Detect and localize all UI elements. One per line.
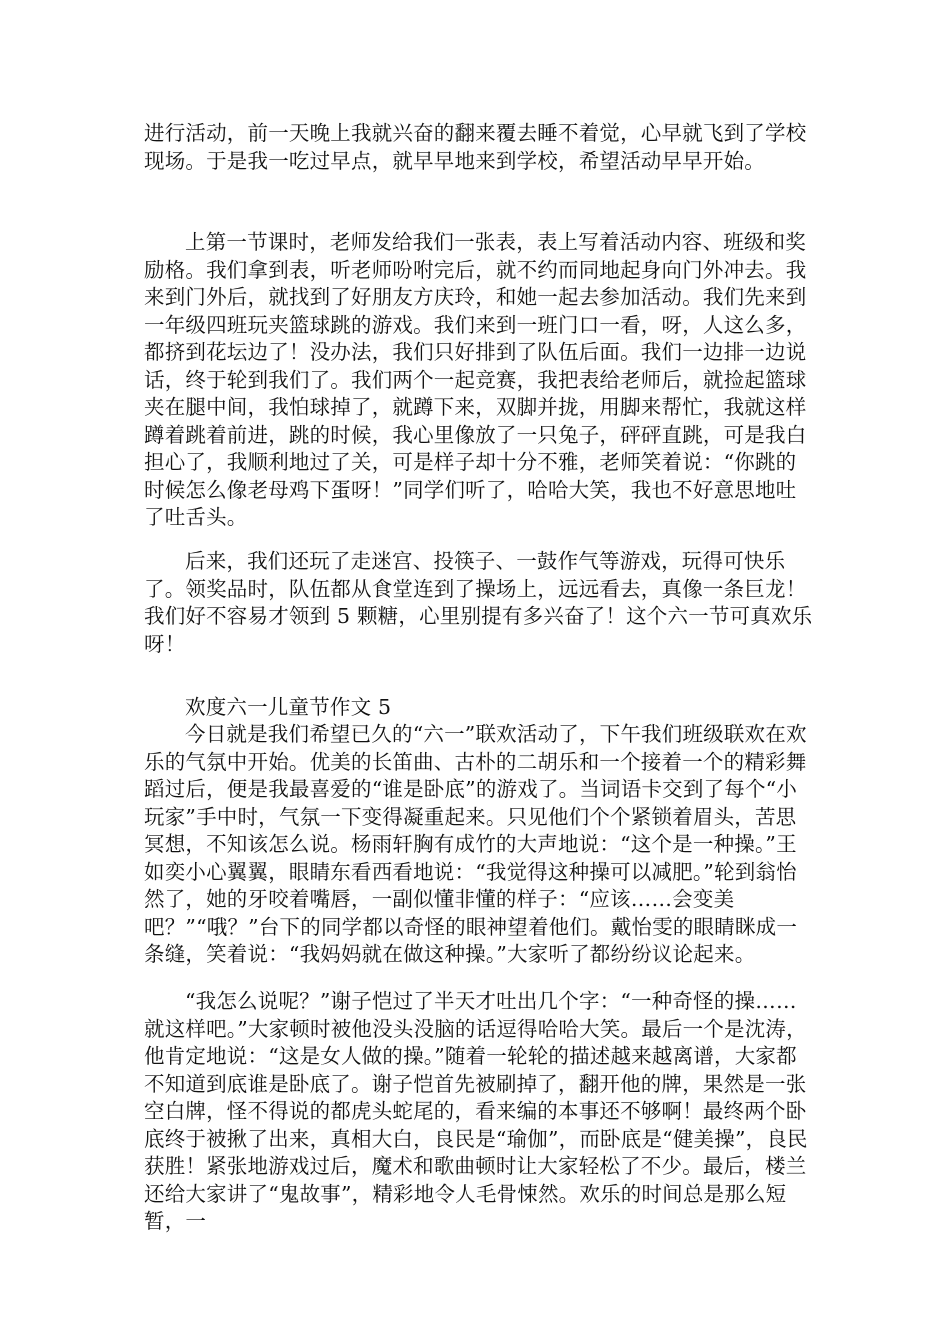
essay-heading-block bbox=[144, 694, 814, 722]
paragraph-4: 今日就是我们希望已久的“六一”联欢活动了，下午我们班级联欢在欢乐的气氛中开始。优美的长笛曲、古朴的二胡乐和一个接着一个的精彩舞蹈过后，便是我最喜爱的“谁是卧底”的游戏了。当词语卡交到了每个“小玩家”手中时，气氛一下变得凝重起来。只见他们个个紧锁着眉头，苦思冥想，不知该怎么说。杨雨轩胸有成竹的大声地说：“这个是一种操。”王如奕小心翼翼，眼睛东看西看地说：“我觉得这种操可以减肥。”轮到翁怡然了，她的牙咬着嘴唇，一副似懂非懂的样子：“应该……会变美吧？”“哦？”台下的同学都以奇怪的眼神望着他们。戴怡雯的眼睛眯成一条缝，笑着说：“我妈妈就在做这种操。”大家听了都纷纷议论起来。 bbox=[144, 722, 807, 966]
paragraph-3: 后来，我们还玩了走迷宫、投筷子、一鼓作气等游戏，玩得可快乐了。领奖品时，队伍都从食堂连到了操场上，远远看去，真像一条巨龙！我们好不容易才领到 5 颗糖，心里别提有多兴奋了！这个六一节可真欢乐呀！ bbox=[144, 549, 813, 656]
paragraph-2: 上第一节课时，老师发给我们一张表，表上写着活动内容、班级和奖励格。我们拿到表，听老师吩咐完后，就不约而同地起身向门外冲去。我来到门外后，就找到了好朋友方庆玲，和她一起去参加活动。我们先来到一年级四班玩夹篮球跳的游戏。我们来到一班门口一看，呀，人这么多，都挤到花坛边了！没办法，我们只好排到了队伍后面。我们一边排一边说话，终于轮到我们了。我们两个一起竞赛，我把表给老师后，就捡起篮球夹在腿中间，我怕球掉了，就蹲下来，双脚并拢，用脚来帮忙，我就这样蹲着跳着前进，跳的时候，我心里像放了一只兔子，砰砰直跳，可是我白担心了，我顺利地过了关，可是样子却十分不雅，老师笑着说：“你跳的时候怎么像老母鸡下蛋呀！”同学们听了，哈哈大笑，我也不好意思地吐了吐舌头。 bbox=[144, 230, 807, 529]
paragraph-1: 进行活动，前一天晚上我就兴奋的翻来覆去睡不着觉，心早就飞到了学校现场。于是我一吃过早点，就早早地来到学校，希望活动早早开始。 bbox=[144, 121, 807, 173]
paragraph-5-block bbox=[144, 988, 814, 1236]
paragraph-3-block bbox=[144, 548, 814, 658]
paragraph-5: “我怎么说呢？”谢子恺过了半天才吐出几个字：“一种奇怪的操……就这样吧。”大家顿时被他没头没脑的话逗得哈哈大笑。最后一个是沈涛，他肯定地说：“这是女人做的操。”随着一轮轮的描述越来越离谱，大家都不知道到底谁是卧底了。谢子恺首先被刷掉了，翻开他的牌，果然是一张空白牌，怪不得说的都虎头蛇尾的，看来编的本事还不够啊！最终两个卧底终于被揪了出来，真相大白，良民是“瑜伽”，而卧底是“健美操”，良民获胜！紧张地游戏过后，魔术和歌曲顿时让大家轻松了不少。最后，楼兰还给大家讲了“鬼故事”，精彩地令人毛骨悚然。欢乐的时间总是那么短暂，一 bbox=[144, 989, 808, 1233]
paragraph-2-block bbox=[144, 229, 814, 532]
paragraph-4-block bbox=[144, 721, 814, 969]
paragraph-1-block bbox=[144, 120, 814, 175]
essay-heading: 欢度六一儿童节作文 5 bbox=[185, 695, 392, 719]
